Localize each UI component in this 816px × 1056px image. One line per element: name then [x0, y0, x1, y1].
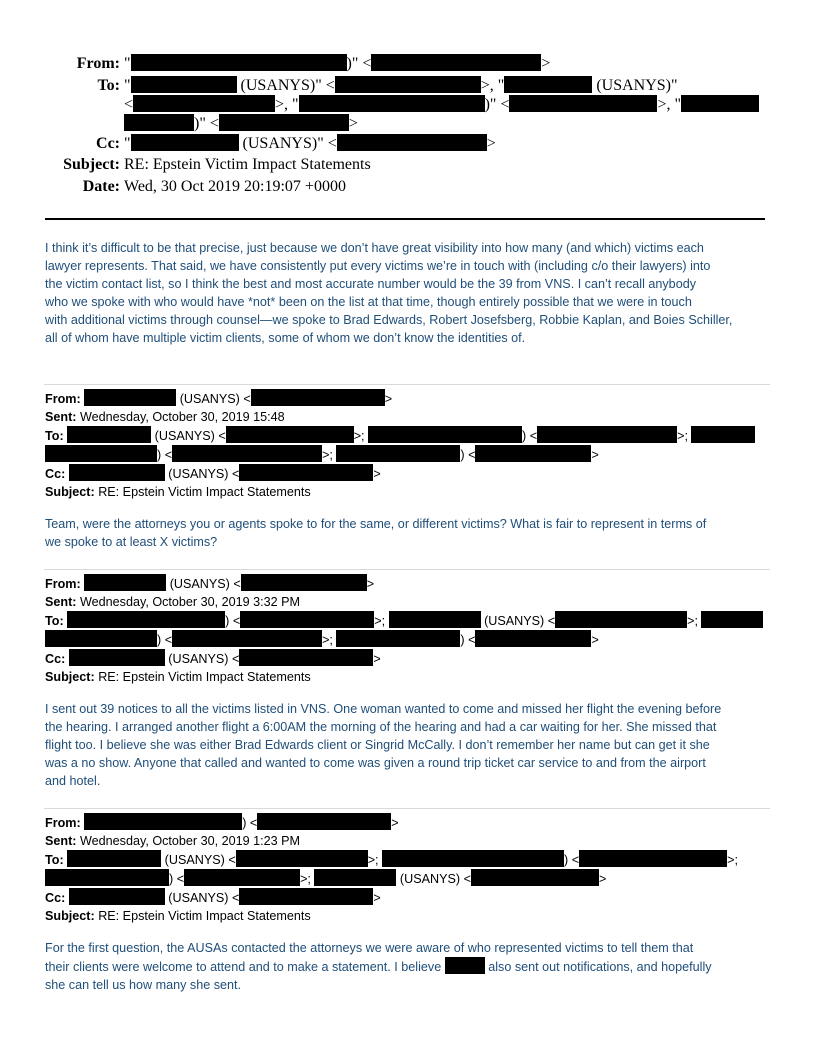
header-divider [45, 218, 765, 220]
reply-body [45, 239, 732, 347]
redaction [84, 389, 176, 406]
redaction [69, 464, 165, 481]
body-line: was a no show. Anyone that called and wanted to come was given a round trip ticket car service to and from the airport [45, 756, 706, 770]
from-row: From: (USANYS) < > [45, 574, 763, 593]
to-row: To: ) < >; (USANYS) < >; [45, 611, 763, 630]
redaction [131, 76, 237, 93]
body-line: I sent out 39 notices to all the victims listed in VNS. One woman wanted to come and missed her flight the evening before [45, 702, 722, 716]
email-body [45, 700, 721, 790]
to-label: To: [45, 429, 64, 443]
sent-value: Wednesday, October 30, 2019 15:48 [79, 410, 285, 424]
subject-label: Subject: [45, 485, 95, 499]
redaction [131, 54, 347, 71]
redaction [389, 611, 481, 628]
redaction [314, 869, 396, 886]
redaction [537, 426, 677, 443]
redaction [69, 649, 165, 666]
redaction [240, 611, 374, 628]
from-label: From: [45, 816, 81, 830]
to-value-line-1: " (USANYS)" < >, " (USANYS)" [124, 77, 678, 94]
redaction [336, 445, 460, 462]
subject-value: RE: Epstein Victim Impact Statements [98, 485, 311, 499]
redaction [555, 611, 687, 628]
redaction [84, 813, 242, 830]
sent-row [45, 408, 755, 426]
from-label: From: [45, 577, 81, 591]
redaction [371, 54, 541, 71]
body-line: lawyer represents. That said, we have consistently put every victims we’re in touch with (including c/o their lawyers) into [45, 259, 711, 273]
redaction [236, 850, 368, 867]
body-line: Team, were the attorneys you or agents spoke to for the same, or different victims? What is fair to represent in terms of [45, 517, 707, 531]
redaction [67, 850, 161, 867]
subject-label: Subject: [63, 156, 120, 173]
redaction [337, 134, 487, 151]
quoted-email-header [45, 389, 755, 501]
redaction [336, 630, 460, 647]
sent-value: Wednesday, October 30, 2019 1:23 PM [79, 834, 301, 848]
subject-row [45, 483, 755, 501]
redaction [475, 630, 591, 647]
from-label: From: [76, 55, 120, 72]
sent-value: Wednesday, October 30, 2019 3:32 PM [79, 595, 301, 609]
cc-value: " (USANYS)" < > [124, 135, 496, 152]
redaction [239, 649, 373, 666]
redaction [335, 76, 481, 93]
subject-value: RE: Epstein Victim Impact Statements [98, 670, 311, 684]
to-label: To: [45, 614, 64, 628]
cc-row: Cc: (USANYS) < > [45, 464, 755, 483]
message-separator [44, 808, 770, 809]
redaction [681, 95, 759, 112]
redaction [368, 426, 522, 443]
body-line: she can tell us how many she sent. [45, 978, 242, 992]
to-row-cont: ) < >; ) < > [45, 445, 755, 464]
to-row-cont: ) < >; ) < > [45, 630, 763, 649]
usanys-text: (USANYS) < [179, 392, 251, 406]
body-line: with additional victims through counsel—we spoke to Brad Edwards, Robert Josefsberg, Robbie Kaplan, and Boies Schiller, [45, 313, 733, 327]
email-header [0, 54, 816, 204]
usanys-text: (USANYS) < [168, 467, 240, 481]
redaction [133, 95, 275, 112]
redaction [45, 630, 157, 647]
from-value: " )" < > [124, 55, 551, 72]
sent-row [45, 832, 738, 850]
redaction [691, 426, 755, 443]
cc-row: Cc: (USANYS) < > [45, 888, 738, 907]
to-value-line-3: )" < > [124, 114, 358, 134]
to-value-line-2: < >, " )" < >, " [124, 95, 759, 115]
redaction [184, 869, 300, 886]
redaction [445, 957, 485, 974]
subject-value: RE: Epstein Victim Impact Statements [98, 909, 311, 923]
redaction [84, 574, 166, 591]
redaction [299, 95, 485, 112]
redaction [69, 888, 165, 905]
subject-row [45, 668, 763, 686]
usanys-text: (USANYS)" [596, 77, 678, 94]
redaction [124, 114, 194, 131]
redaction [471, 869, 599, 886]
body-text: their clients were welcome to attend and to make a statement. I believe [45, 960, 442, 974]
redaction [251, 389, 385, 406]
redaction [219, 114, 349, 131]
body-line: the victim contact list, so I think the best and most accurate number would be the 39 from VNS. I can’t recall anybody [45, 277, 696, 291]
to-row: To: (USANYS) < >; ) < >; [45, 426, 755, 445]
quoted-email-header [45, 574, 763, 686]
from-row: From: (USANYS) < > [45, 389, 755, 408]
usanys-text: (USANYS) < [168, 891, 240, 905]
redaction [226, 426, 354, 443]
usanys-text: (USANYS) < [484, 614, 556, 628]
cc-label: Cc: [45, 891, 66, 905]
redaction [239, 888, 373, 905]
subject-label: Subject: [45, 670, 95, 684]
body-line: and hotel. [45, 774, 101, 788]
cc-label: Cc: [96, 135, 120, 152]
body-line: the hearing. I arranged another flight a 6:00AM the morning of the hearing and had a car waiting for her. She missed that [45, 720, 717, 734]
body-line: all of whom have multiple victim clients, some of whom we don’t know the identities of. [45, 331, 526, 345]
body-line-with-redaction [45, 957, 712, 976]
usanys-text: (USANYS) < [154, 429, 226, 443]
body-line: who we spoke with who would have *not* been on the list at that time, though entirely possible that we were in touch [45, 295, 692, 309]
date-value: Wed, 30 Oct 2019 20:19:07 +0000 [124, 178, 346, 195]
sent-label: Sent: [45, 834, 77, 848]
message-separator [44, 384, 770, 385]
email-body [45, 515, 706, 551]
subject-value: RE: Epstein Victim Impact Statements [124, 156, 371, 173]
redaction [172, 630, 322, 647]
cc-label: Cc: [45, 652, 66, 666]
usanys-text: (USANYS)" [242, 135, 324, 152]
body-line: For the first question, the AUSAs contacted the attorneys we were aware of who represented victims to tell them that [45, 941, 694, 955]
redaction [257, 813, 391, 830]
body-line: flight too. I believe she was either Brad Edwards client or Singrid McCally. I don’t remember her name but can get it she [45, 738, 710, 752]
redaction [67, 426, 151, 443]
email-body [45, 939, 712, 994]
usanys-text: (USANYS) < [169, 577, 241, 591]
redaction [239, 464, 373, 481]
redaction [504, 76, 592, 93]
redaction [475, 445, 591, 462]
usanys-text: (USANYS) < [168, 652, 240, 666]
subject-row [45, 907, 738, 925]
redaction [131, 134, 239, 151]
from-row: From: ) < > [45, 813, 738, 832]
usanys-text: (USANYS) < [399, 872, 471, 886]
usanys-text: (USANYS)" [240, 77, 322, 94]
redaction [509, 95, 657, 112]
message-separator [44, 569, 770, 570]
to-label: To: [45, 853, 64, 867]
to-label: To: [97, 77, 120, 94]
sent-label: Sent: [45, 410, 77, 424]
redaction [241, 574, 367, 591]
redaction [45, 869, 169, 886]
sent-label: Sent: [45, 595, 77, 609]
date-label: Date: [82, 178, 120, 195]
to-row: To: (USANYS) < >; ) < >; [45, 850, 738, 869]
redaction [382, 850, 564, 867]
from-label: From: [45, 392, 81, 406]
redaction [579, 850, 727, 867]
subject-label: Subject: [45, 909, 95, 923]
redaction [67, 611, 225, 628]
quoted-email-header [45, 813, 738, 925]
sent-row [45, 593, 763, 611]
to-row-cont: ) < >; (USANYS) < > [45, 869, 738, 888]
usanys-text: (USANYS) < [164, 853, 236, 867]
redaction [701, 611, 763, 628]
redaction [45, 445, 157, 462]
cc-label: Cc: [45, 467, 66, 481]
body-line: we spoke to at least X victims? [45, 535, 218, 549]
body-text: also sent out notifications, and hopefully [488, 960, 712, 974]
redaction [172, 445, 322, 462]
cc-row: Cc: (USANYS) < > [45, 649, 763, 668]
body-line: I think it’s difficult to be that precise, just because we don’t have great visibility into how many (and which) victims each [45, 241, 704, 255]
